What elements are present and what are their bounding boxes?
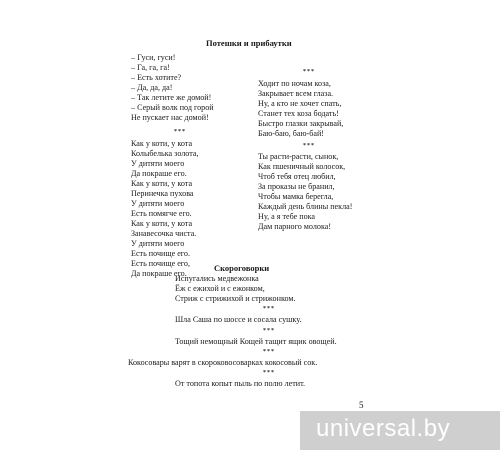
- stanza-separator: ***: [263, 349, 275, 355]
- rhyme-line: Да покраше его.: [131, 169, 187, 178]
- tongue-twisters: [128, 274, 368, 389]
- stanza-separator: ***: [174, 129, 186, 135]
- stanza-separator: ***: [263, 328, 275, 334]
- rhyme-line: Есть почище его.: [131, 249, 190, 258]
- right-column: [258, 53, 352, 232]
- stanza-separator: ***: [263, 370, 275, 376]
- stanza-separator: ***: [303, 143, 315, 149]
- rhyme-line: У дитяти моего: [131, 239, 185, 248]
- cat-rhyme: [131, 139, 214, 279]
- watermark-text: universal.by: [316, 415, 451, 442]
- section-heading-nursery-rhymes: Потешки и прибаутки: [206, 38, 292, 48]
- rhyme-line: Ходит по ночам коза,: [258, 79, 331, 88]
- rhyme-line: Как у коти, у кота: [131, 179, 193, 188]
- geese-rhyme: [131, 53, 214, 123]
- rhyme-line: Колыбелька золота,: [131, 149, 199, 158]
- twister-line: От топота копыт пыль по полю летит.: [175, 379, 306, 388]
- rhyme-line: Есть помягче его.: [131, 209, 192, 218]
- rhyme-line: Занавесочка чиста.: [131, 229, 197, 238]
- page-number: 5: [359, 400, 364, 410]
- rhyme-line: У дитяти моего: [131, 199, 185, 208]
- rhyme-line: Как пшеничный колосок,: [258, 162, 346, 171]
- twister-line: Ёж с ежихой и с ежонком,: [175, 284, 265, 293]
- rhyme-line: Ты расти-расти, сынок,: [258, 152, 339, 161]
- stanza-separator: ***: [263, 306, 275, 312]
- rhyme-line: – Да, да, да!: [131, 83, 173, 92]
- rhyme-line: – Серый волк под горой: [131, 103, 214, 112]
- rhyme-line: Баю-баю, баю-бай!: [258, 129, 324, 138]
- rhyme-line: – Га, га, га!: [131, 63, 170, 72]
- rhyme-line: Дам парного молока!: [258, 222, 332, 231]
- rhyme-line: Есть почище его,: [131, 259, 190, 268]
- rhyme-line: Не пускает нас домой!: [131, 113, 209, 122]
- twister-line: Тощий немощный Кощей тащит ящик овощей.: [175, 337, 337, 346]
- left-column: [131, 53, 214, 279]
- son-rhyme: [258, 152, 352, 232]
- rhyme-line: – Есть хотите?: [131, 73, 182, 82]
- section-heading-tongue-twisters: Скороговорки: [214, 263, 270, 273]
- twister-line: Шла Саша по шоссе и сосала сушку.: [175, 315, 302, 324]
- stanza-separator: ***: [303, 69, 315, 75]
- rhyme-line: Как у коти, у кота: [131, 139, 193, 148]
- rhyme-line: Каждый день блины пекла!: [258, 202, 353, 211]
- rhyme-line: Ну, а я тебе пока: [258, 212, 316, 221]
- rhyme-line: У дитяти моего: [131, 159, 185, 168]
- rhyme-line: Станет тех коза бодать!: [258, 109, 339, 118]
- rhyme-line: Да покраше его.: [131, 269, 187, 278]
- rhyme-line: Как у коти, у кота: [131, 219, 193, 228]
- rhyme-line: За проказы не бранил,: [258, 182, 335, 191]
- twister-line: Испугались медвежонка: [175, 274, 259, 283]
- goat-rhyme: [258, 79, 352, 139]
- rhyme-line: – Так летите же домой!: [131, 93, 212, 102]
- rhyme-line: – Гуси, гуси!: [131, 53, 176, 62]
- rhyme-line: Закрывает всем глаза.: [258, 89, 334, 98]
- rhyme-line: Чтобы мамка берегла,: [258, 192, 334, 201]
- twister-line: Кокосовары варят в скороковосоварках кокосовый сок.: [128, 358, 318, 367]
- rhyme-line: Быстро глазки закрывай,: [258, 119, 344, 128]
- rhyme-line: Ну, а кто не хочет спать,: [258, 99, 342, 108]
- rhyme-line: Чтоб тебя отец любил,: [258, 172, 336, 181]
- twister-line: Стриж с стрижихой и стрижонком.: [175, 294, 296, 303]
- rhyme-line: Перинечка пухова: [131, 189, 194, 198]
